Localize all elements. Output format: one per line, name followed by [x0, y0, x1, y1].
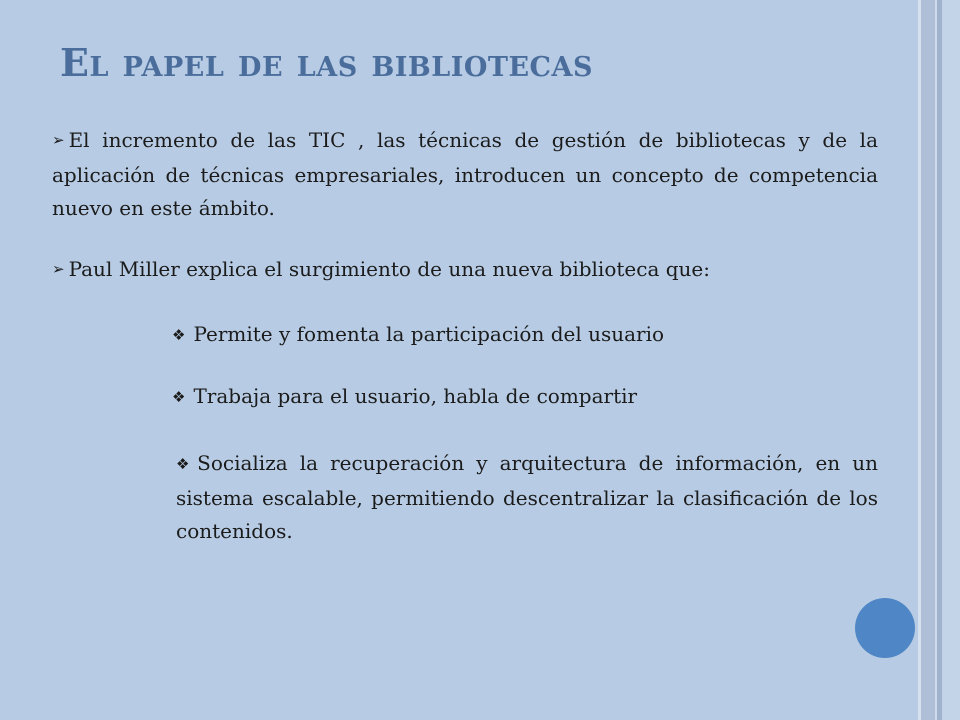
sub-bullet-text: Permite y fomenta la participación del usuario	[193, 322, 665, 346]
decorative-edge-stripe	[942, 0, 960, 720]
diamond-bullet-icon: ❖	[176, 455, 196, 473]
bullet-text: El incremento de las TIC , las técnicas de gestión de bibliotecas y de la aplicación de técnicas empresariales, introducen un concepto de competencia nuevo en este ámbito.	[52, 128, 878, 220]
bullet-text: Paul Miller explica el surgimiento de una nueva biblioteca que:	[68, 257, 710, 281]
slide-title: El papel de las bibliotecas	[60, 40, 593, 85]
sub-bullet-item	[172, 318, 664, 353]
sub-bullet-item	[176, 447, 878, 548]
sub-bullet-text: Socializa la recuperación y arquitectura de información, en un sistema escalable, permitiendo descentralizar la clasificación de los contenidos.	[176, 451, 878, 543]
arrow-bullet-icon: ➢	[52, 260, 65, 278]
sub-bullet-text: Trabaja para el usuario, habla de compartir	[193, 384, 638, 408]
decorative-edge-stripe	[921, 0, 935, 720]
decorative-circle	[855, 598, 915, 658]
bullet-paragraph	[52, 253, 878, 288]
sub-bullet-item	[172, 380, 637, 415]
slide-body	[52, 124, 878, 288]
arrow-bullet-icon: ➢	[52, 131, 65, 149]
diamond-bullet-icon: ❖	[172, 388, 186, 406]
bullet-paragraph	[52, 124, 878, 225]
diamond-bullet-icon: ❖	[172, 326, 186, 344]
